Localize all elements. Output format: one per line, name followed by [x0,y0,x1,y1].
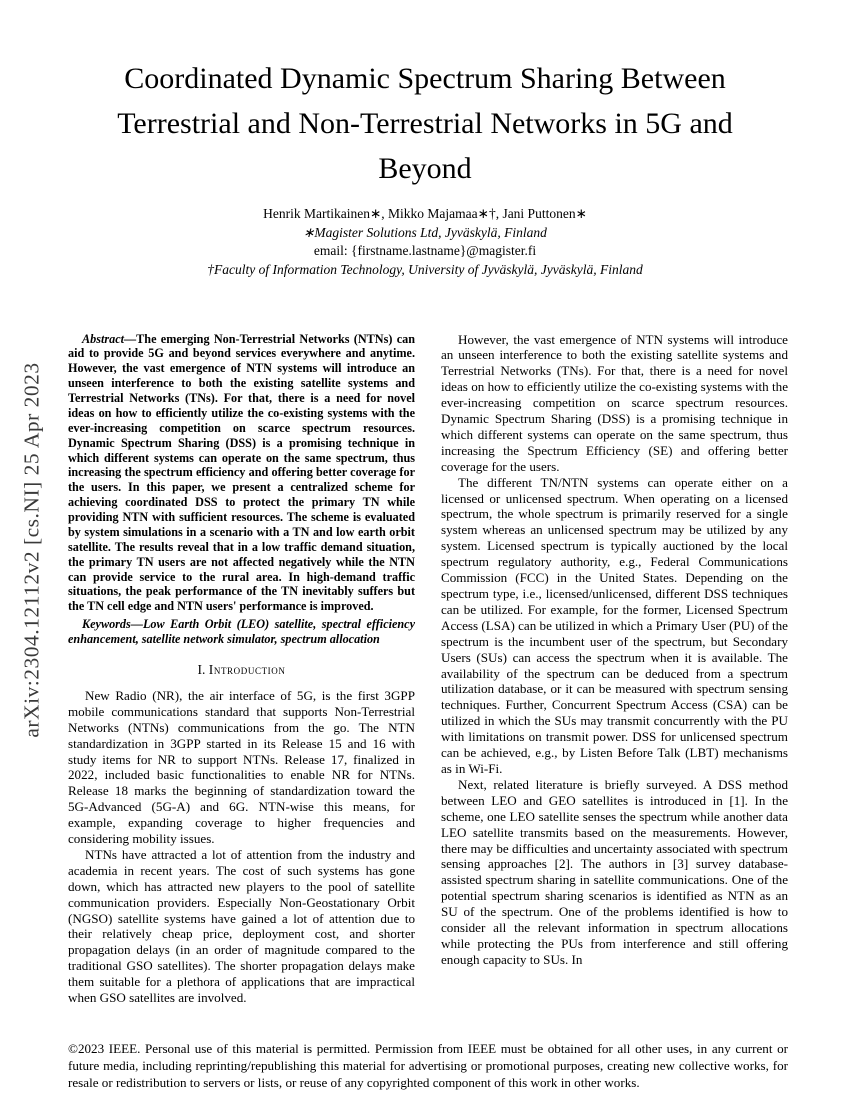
intro-paragraph-1: New Radio (NR), the air interface of 5G, is the first 3GPP mobile communications standard that supports Non-Terrestrial Networks (NTNs) communications from the go. The NTN standardization in 3GPP started in its Release 15 and 16 with study items for NR to support NTNs. Release 17, finalized in 2022, included basic functionalities to enable NR for NTNs. Release 18 marks the beginning of standardization toward the 5G-Advanced (5G-A) and 6G. NTN-wise this means, for example, expanding coverage to higher frequencies and considering mobility issues. [68,687,415,847]
authors-block [0,205,850,280]
section-heading-introduction [68,662,415,678]
copyright-notice: ©2023 IEEE. Personal use of this material is permitted. Permission from IEEE must be obtained for all other uses, in any current or future media, including reprinting/republishing this material for advertising or promotional purposes, creating new collective works, for resale or redistribution to servers or lists, or reuse of any copyrighted component of this work in other works. [68,1041,788,1091]
title-block [0,0,850,280]
abstract-label: Abstract— [82,331,137,346]
abstract-paragraph [68,332,415,615]
two-column-body [68,332,788,1036]
affiliation-magister: ∗Magister Solutions Ltd, Jyväskylä, Finland [303,224,547,240]
author-email: email: {firstname.lastname}@magister.fi [313,243,537,259]
arxiv-watermark: arXiv:2304.12112v2 [cs.NI] 25 Apr 2023 [19,362,44,738]
intro-paragraph-2: NTNs have attracted a lot of attention from the industry and academia in recent years. The cost of such systems has gone down, which has attracted new players to the pool of satellite communication providers. Especially Non-Geostationary Orbit (NGSO) satellite systems have gained a lot of attention due to their relatively cheap price, deployment cost, and shorter propagation delays (in an order of magnitude compared to the traditional GSO satellites). The shorter propagation delays make them suitable for a plethora of applications that are impractical when GSO satellites are involved. [68,846,415,1006]
paper-title: Coordinated Dynamic Spectrum Sharing Between Terrestrial and Non-Terrestrial Networks in 5G and Beyond [117,62,733,185]
keywords-label: Keywords— [82,617,143,632]
right-paragraph-1: However, the vast emergence of NTN systems will introduce an unseen interference to both the existing satellite systems and Terrestrial Networks (TNs). For that, there is a need for novel ideas on how to efficiently utilize the co-existing systems with the ever-increasing competition on scarce spectrum resources. Dynamic Spectrum Sharing (DSS) is a promising technique in which different systems can operate on the same spectrum, thus increasing the Spectrum Efficiency (SE) and offering better coverage for the users. [441,331,788,474]
right-column [441,332,788,1036]
abstract-text: The emerging Non-Terrestrial Networks (NTNs) can aid to provide 5G and beyond services everywhere and anytime. However, the vast emergence of NTN systems will introduce an unseen interference to both the existing satellite systems and Terrestrial Networks (TNs). For that, there is a need for novel ideas on how to efficiently utilize the co-existing systems with the ever-increasing competition on scarce spectrum resources. Dynamic Spectrum Sharing (DSS) is a promising technique in which different systems can operate on the same spectrum, thus increasing the spectrum efficiency and offering better coverage for the users. In this paper, we present a centralized scheme for achieving coordinated DSS to protect the primary TN while providing NTN with sufficient resources. The scheme is evaluated by system simulations in a scenario with a TN and low earth orbit satellite. The results reveal that in a low traffic demand situation, the primary TN users are not affected negatively while the NTN can provide service to the rural area. In high-demand traffic situations, the peak performance of the TN inevitably suffers but the TN cell edge and NTN users' performance is improved. [68,331,415,614]
left-column [68,332,415,1036]
section-number: I. [197,661,206,677]
keywords-text: Low Earth Orbit (LEO) satellite, spectral efficiency enhancement, satellite network simulator, spectrum allocation [68,617,415,646]
author-names: Henrik Martikainen∗, Mikko Majamaa∗†, Jani Puttonen∗ [263,206,587,221]
right-paragraph-3: Next, related literature is briefly surveyed. A DSS method between LEO and GEO satellites is introduced in [1]. In the scheme, one LEO satellite senses the spectrum while another data LEO satellite transmits based on the measurements. However, there may be difficulties and uncertainty associated with spectrum sensing approaches [2]. The authors in [3] survey database-assisted spectrum sharing in satellite communications. One of the potential spectrum sharing scenarios is identified as NTN as an SU of the spectrum. One of the problems identified is how to consider all the relevant information in spectrum allocations while protecting the PUs from interference and still offering enough capacity to SUs. In [441,776,788,967]
section-title: Introduction [208,661,286,677]
affiliation-university: †Faculty of Information Technology, University of Jyväskylä, Jyväskylä, Finland [207,261,643,277]
keywords-paragraph [68,617,415,647]
right-paragraph-2: The different TN/NTN systems can operate either on a licensed or unlicensed spectrum. When operating on a licensed spectrum, the whole spectrum is primarily reserved for a single system whereas an unlicensed spectrum may be utilized by any system. Licensed spectrum is typically auctioned by the local spectrum regulatory authority, e.g., Federal Communications Commission (FCC) in the United States. Depending on the spectrum type, i.e., licensed/unlicensed, different DSS techniques can be utilized. For example, for the former, Licensed Spectrum Access (LSA) can be utilized in which a Primary User (PU) of the spectrum is the incumbent user of the spectrum, but Secondary Users (SUs) can access the spectrum when it is available. The availability of the spectrum can be deduced from a spectrum utilization database, or it can be measured with spectrum sensing techniques. Further, Concurrent Spectrum Access (CSA) can be utilized in which the SUs may transmit concurrently with the PU with limitations on transmit power. DSS for unlicensed spectrum can be achieved, e.g., by Listen Before Talk (LBT) mechanisms as in Wi-Fi. [441,474,788,776]
